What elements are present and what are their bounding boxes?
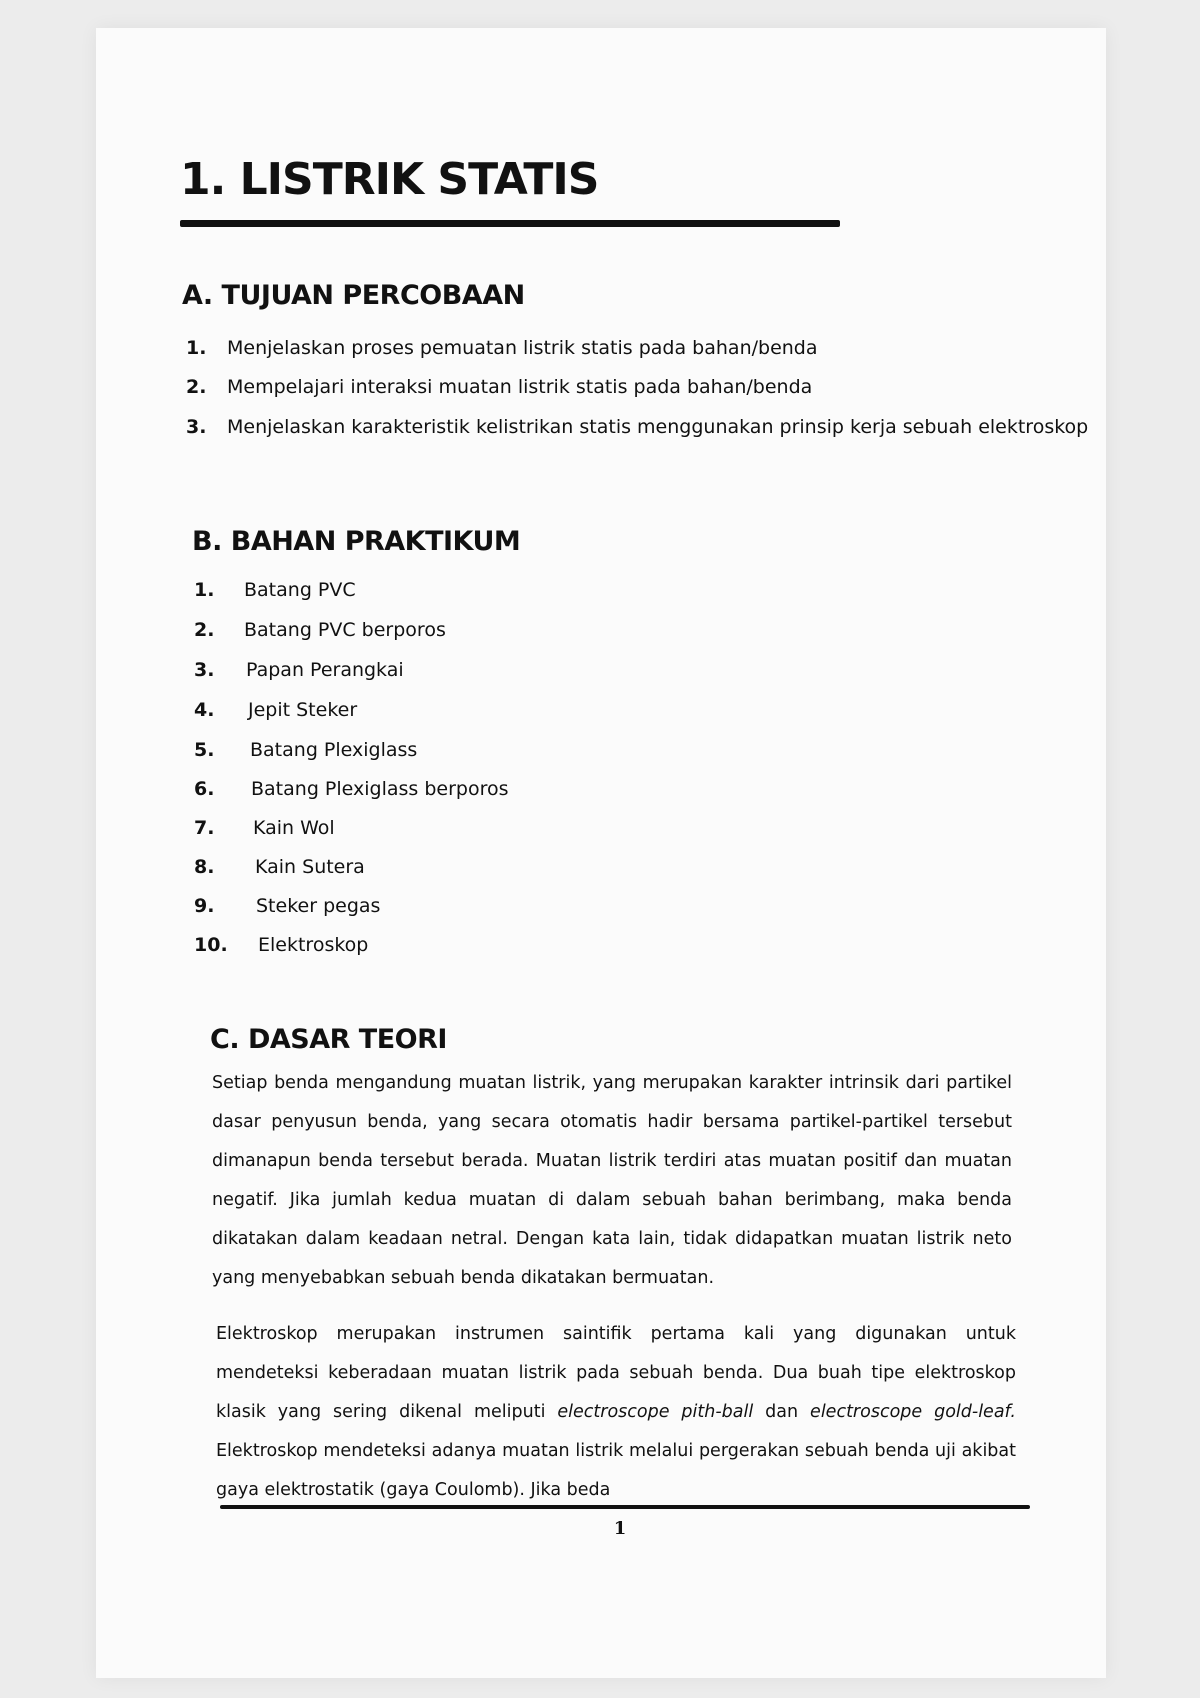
list-item-number: 2.: [186, 376, 207, 398]
list-item-number: 7.: [194, 817, 215, 839]
list-item-text: Jepit Steker: [248, 699, 358, 721]
list-item-text: Batang PVC: [244, 579, 356, 601]
list-item-text: Elektroskop: [258, 934, 369, 956]
italic-term: electroscope gold-leaf.: [810, 1402, 1016, 1422]
list-item-text: Papan Perangkai: [246, 659, 404, 681]
list-item-number: 3.: [194, 659, 215, 681]
list-item-text: Menjelaskan proses pemuatan listrik statis pada bahan/benda: [227, 337, 818, 359]
list-item-number: 10.: [194, 934, 228, 956]
list-item-text: Mempelajari interaksi muatan listrik statis pada bahan/benda: [227, 376, 813, 398]
paragraph-text: Elektroskop merupakan instrumen saintifik pertama kali yang digunakan untuk mendeteksi keberadaan muatan listrik pada sebuah benda. Dua buah tipe elektroskop klasik yang sering dikenal meliputi: [216, 1324, 1016, 1422]
page-number: 1: [613, 1518, 627, 1539]
list-item-number: 8.: [194, 856, 215, 878]
list-item-text: Batang Plexiglass berporos: [251, 778, 509, 800]
italic-term: electroscope pith-ball: [557, 1402, 754, 1422]
list-item-text: Kain Sutera: [255, 856, 365, 878]
list-item-text: Batang PVC berporos: [244, 619, 446, 641]
theory-paragraph-1: Setiap benda mengandung muatan listrik, yang merupakan karakter intrinsik dari partikel dasar penyusun benda, yang secara otomatis hadir bersama partikel-partikel tersebut dimanapun benda tersebut berada. Muatan listrik terdiri atas muatan positif dan muatan negatif. Jika jumlah kedua muatan di dalam sebuah bahan berimbang, maka benda dikatakan dalam keadaan netral. Dengan kata lain, tidak didapatkan muatan listrik neto yang menyebabkan sebuah benda dikatakan bermuatan.: [212, 1073, 1012, 1288]
section-title-bahan: B. BAHAN PRAKTIKUM: [192, 526, 521, 557]
list-item-text: Steker pegas: [256, 895, 381, 917]
list-item-text: Menjelaskan karakteristik kelistrikan statis menggunakan prinsip kerja sebuah elektroskop: [227, 416, 1089, 438]
list-item-number: 6.: [194, 778, 215, 800]
list-item-number: 5.: [194, 739, 215, 761]
chapter-title-underline: [180, 220, 840, 227]
theory-paragraph-2: [216, 1315, 1016, 1510]
list-item-number: 1.: [194, 579, 215, 601]
paragraph-text: Elektroskop mendeteksi adanya muatan listrik melalui pergerakan sebuah benda uji akibat gaya elektrostatik (gaya Coulomb). Jika beda: [216, 1441, 1016, 1500]
list-item-number: 1.: [186, 337, 207, 359]
footer-rule: [220, 1505, 1030, 1509]
list-item-number: 2.: [194, 619, 215, 641]
list-item-number: 9.: [194, 895, 215, 917]
list-item-number: 3.: [186, 416, 207, 438]
section-title-tujuan: A. TUJUAN PERCOBAAN: [182, 280, 525, 311]
list-item-number: 4.: [194, 699, 215, 721]
section-title-teori: C. DASAR TEORI: [210, 1024, 447, 1055]
list-item-text: Batang Plexiglass: [250, 739, 418, 761]
list-item-text: Kain Wol: [253, 817, 335, 839]
chapter-title: 1. LISTRIK STATIS: [180, 154, 599, 205]
paragraph-text: dan: [753, 1402, 811, 1422]
